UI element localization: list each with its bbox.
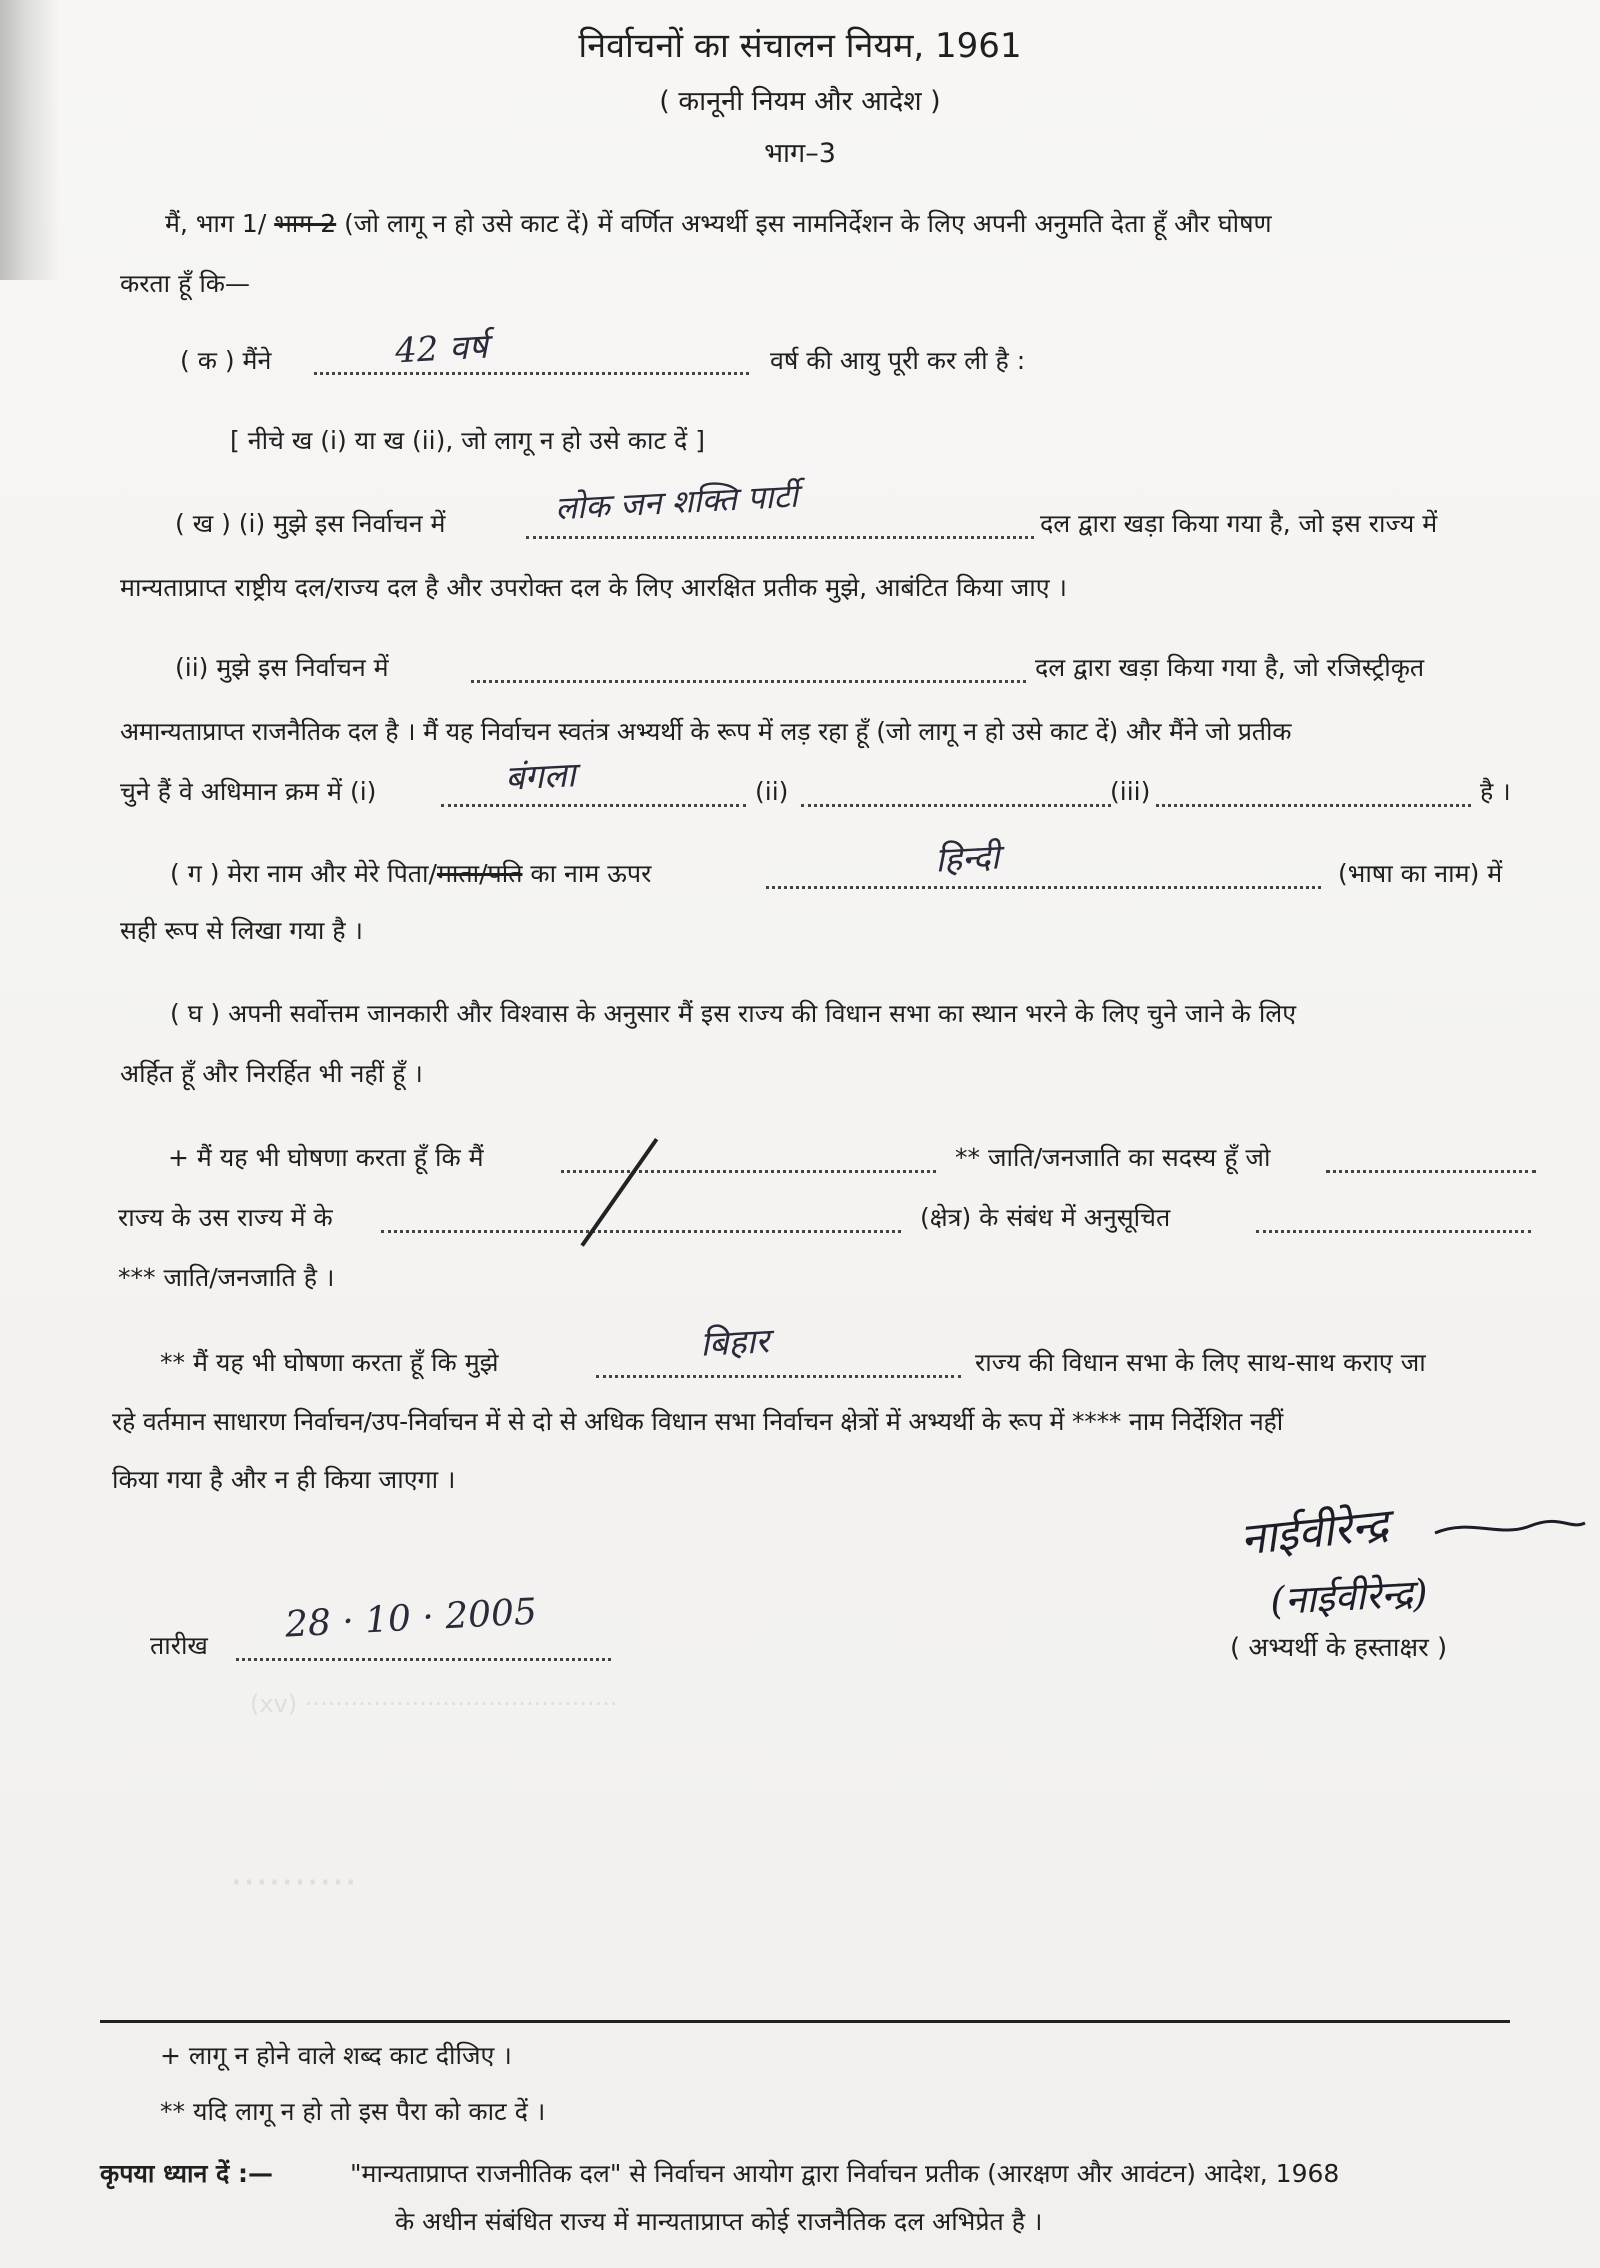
scheduled-dotted-line [1256,1210,1531,1233]
part-heading: भाग–3 [764,138,836,169]
caste-decl-line-3: *** जाति/जनजाति है । [118,1263,335,1292]
clause-kha-i-line-2: मान्यताप्राप्त राष्ट्रीय दल/राज्य दल है और उपरोक्त दल के लिए आरक्षित प्रतीक मुझे, आबंटित किया जाए । [120,573,1067,602]
date-label: तारीख [150,1631,208,1660]
footnote-note-line-1: "मान्यताप्राप्त राजनीतिक दल" से निर्वाचन आयोग द्वारा निर्वाचन प्रतीक (आरक्षण और आवंटन) आदेश, 1968 [350,2159,1340,2188]
bleed-through-text-2: ·········· [230,1860,358,1906]
footnote-double-star: ** यदि लागू न हो तो इस पैरा को काट दें । [160,2097,546,2126]
symbol-line-end: है । [1480,777,1511,806]
age-dotted-line [314,352,749,375]
caste-dotted-line [561,1150,936,1173]
intro-suffix: (जो लागू न हो उसे काट दें) में वर्णित अभ्यर्थी इस नामनिर्देशन के लिए अपनी अनुमति देता हूँ और घोषण [344,209,1272,238]
state-dotted-line [596,1355,961,1378]
symbol-ii-label: (ii) [755,777,789,806]
clause-kha-ii-label: (ii) मुझे इस निर्वाचन में [175,653,389,682]
signature-handwritten: नाईवीरेन्द्र [1238,1499,1391,1566]
date-handwritten: 28 · 10 · 2005 [284,1591,538,1646]
signature-underline-icon [1430,1508,1590,1548]
clause-ga-suffix: (भाषा का नाम) में [1338,859,1503,888]
instruction-kha: [ नीचे ख (i) या ख (ii), जो लागू न हो उसे काट दें ] [230,426,705,455]
signature-caption: ( अभ्यर्थी के हस्ताक्षर ) [1230,1633,1448,1663]
clause-ga-prefix: ( ग ) मेरा नाम और मेरे पिता/ [170,859,437,888]
caste-decl-line-1-mid: ** जाति/जनजाति का सदस्य हूँ जो [955,1143,1271,1172]
clause-ga-line-2: सही रूप से लिखा गया है । [120,916,364,945]
age-handwritten: 42 वर्ष [394,326,489,372]
language-dotted-line [766,866,1321,889]
struck-mother-husband: माता/पति [436,859,523,888]
footnote-divider [100,2020,1510,2023]
symbol-2-dotted-line [801,784,1111,807]
caste-decl-line-1-prefix: + मैं यह भी घोषणा करता हूँ कि मैं [168,1143,484,1172]
symbol-3-dotted-line [1156,784,1471,807]
clause-gha-line-1: ( घ ) अपनी सर्वोत्तम जानकारी और विश्वास के अनुसार मैं इस राज्य की विधान सभा का स्थान भरने के लिए चुने जाने के लिए [170,999,1297,1028]
caste-decl-line-2-mid: (क्षेत्र) के संबंध में अनुसूचित [920,1203,1171,1232]
clause-kha-i-label: ( ख ) (i) मुझे इस निर्वाचन में [175,509,446,538]
clause-kha-i-suffix: दल द्वारा खड़ा किया गया है, जो इस राज्य में [1040,509,1438,538]
intro-line-1 [165,208,1272,240]
clause-kha-ii-suffix: दल द्वारा खड़ा किया गया है, जो रजिस्ट्रीकृत [1035,653,1425,682]
footnote-note-line-2: के अधीन संबंधित राज्य में मान्यताप्राप्त कोई राजनैतिक दल अभिप्रेत है । [395,2207,1043,2236]
clause-gha-line-2: अर्हित हूँ और निरर्हित भी नहीं हूँ । [120,1059,423,1088]
caste-decl-line-2-prefix: राज्य के उस राज्य में के [118,1203,333,1232]
bleed-through-text: (xv) ········································· [250,1690,618,1718]
party-ii-dotted-line [471,660,1026,683]
page-title: निर्वाचनों का संचालन नियम, 1961 [578,26,1022,66]
intro-line-2: करता हूँ कि— [120,269,250,298]
clause-kha-ii-line-2: अमान्यताप्राप्त राजनैतिक दल है । मैं यह निर्वाचन स्वतंत्र अभ्यर्थी के रूप में लड़ रहा हूँ (जो लागू न हो उसे काट दें) और मैंने जो प्रतीक [120,717,1292,746]
party-handwritten: लोक जन शक्ति पार्टी [554,476,799,528]
state-decl-line-2: रहे वर्तमान साधारण निर्वाचन/उप-निर्वाचन में से दो से अधिक विधान सभा निर्वाचन क्षेत्रों में अभ्यर्थी के रूप में **** नाम निर्देशित नहीं [112,1407,1284,1436]
clause-kha-ii-line-3-prefix: चुने हैं वे अधिमान क्रम में (i) [120,777,377,806]
clause-ka-label: ( क ) मैंने [180,346,272,375]
state-handwritten: बिहार [699,1321,771,1365]
state-decl-line-1-prefix: ** मैं यह भी घोषणा करता हूँ कि मुझे [160,1348,499,1377]
footnote-plus: + लागू न होने वाले शब्द काट दीजिए । [160,2041,512,2070]
state-decl-line-3: किया गया है और न ही किया जाएगा । [112,1465,456,1494]
intro-prefix: मैं, भाग 1/ [165,209,267,238]
clause-ka-suffix: वर्ष की आयु पूरी कर ली है : [770,346,1026,375]
symbol-1-dotted-line [441,784,746,807]
language-handwritten: हिन्दी [934,837,1001,881]
footnote-note-label: कृपया ध्यान दें :— [100,2159,274,2188]
symbol-handwritten: बंगला [504,755,577,799]
symbol-iii-label: (iii) [1110,777,1151,806]
clause-ga-line-1 [170,858,651,890]
struck-part-text: भाग 2 [274,209,337,238]
state-decl-line-1-suffix: राज्य की विधान सभा के लिए साथ-साथ कराए जा [975,1348,1426,1377]
caste-state-dotted-line [1326,1150,1536,1173]
clause-ga-mid: का नाम ऊपर [530,859,652,888]
region-dotted-line [381,1210,901,1233]
signature-name-handwritten: (नाईवीरेन्द्र) [1269,1570,1429,1624]
page-subtitle: ( कानूनी नियम और आदेश ) [659,86,941,117]
